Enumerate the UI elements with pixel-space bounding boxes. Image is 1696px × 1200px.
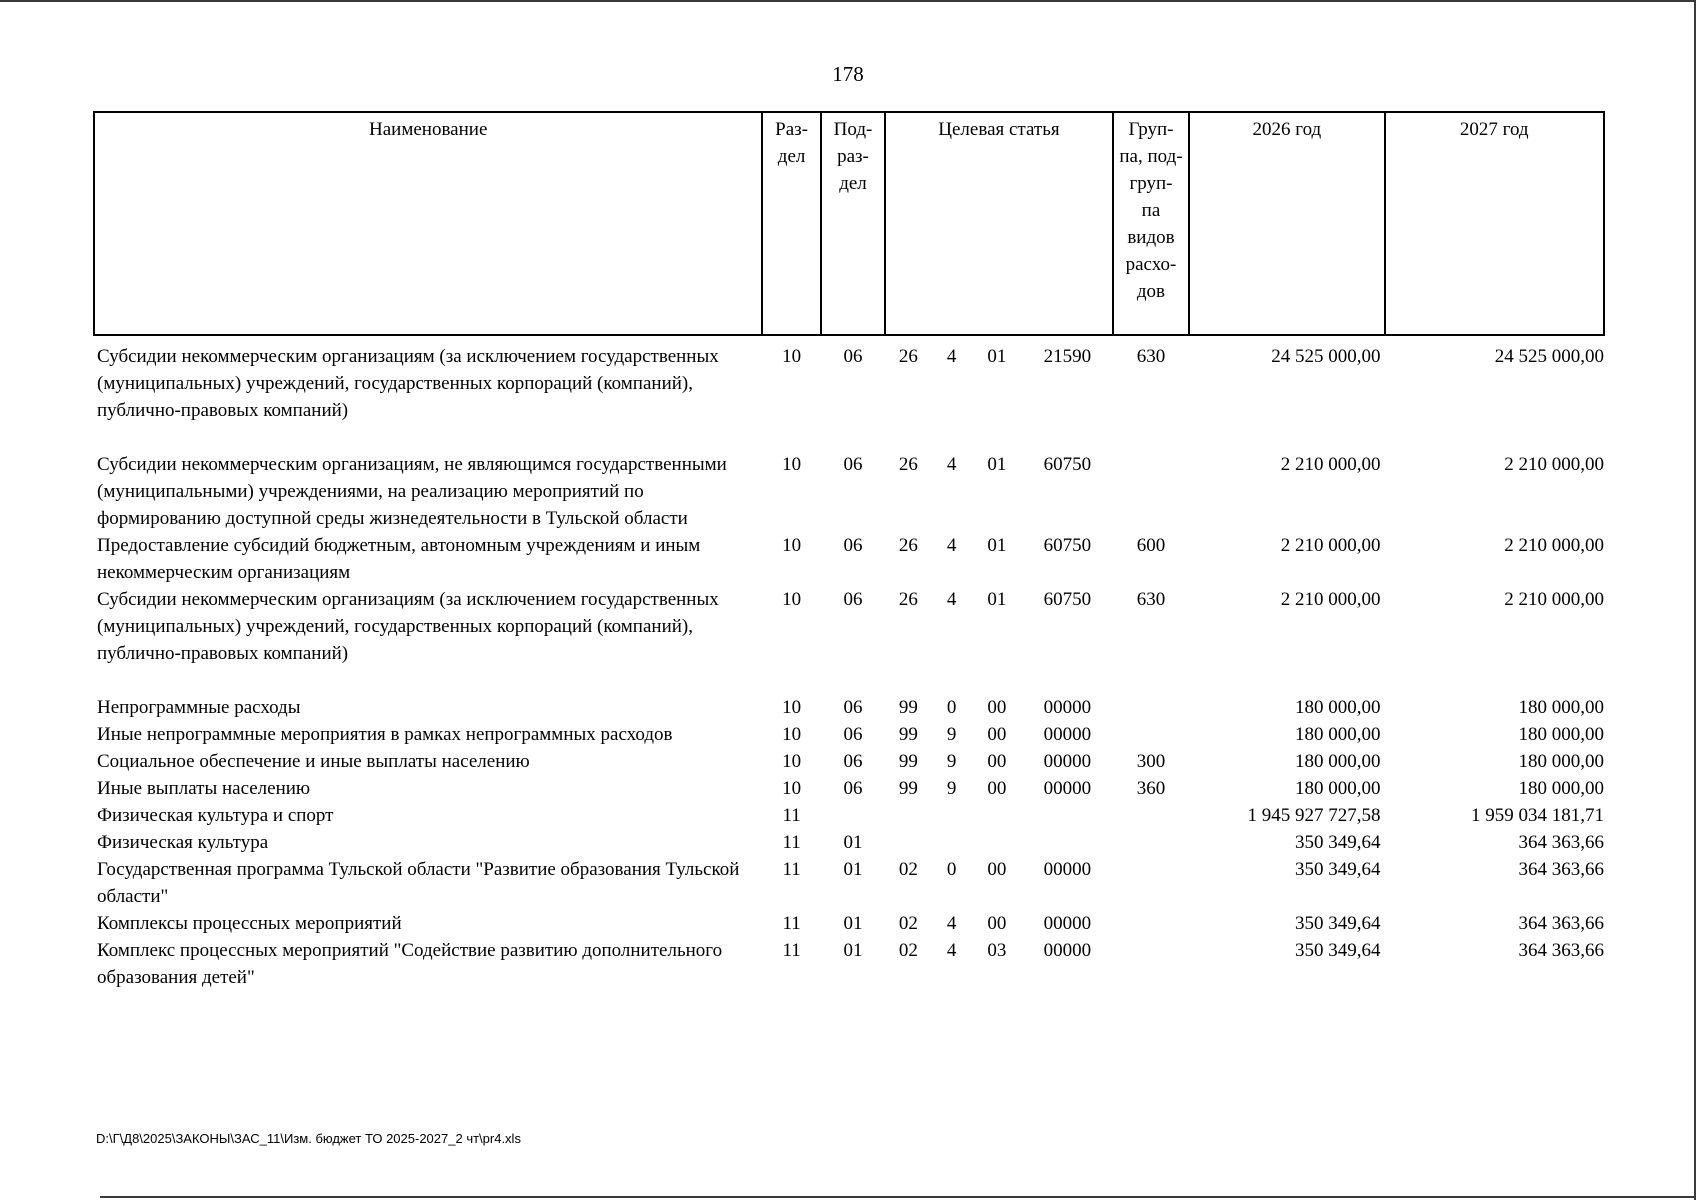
- cell-amount-2027: 180 000,00: [1518, 697, 1604, 718]
- cell-target-type: 9: [946, 724, 957, 745]
- row-spacer-cell: [94, 667, 1604, 694]
- cell-subsection: [821, 802, 885, 829]
- cell-amount-2027: 364 363,66: [1518, 913, 1604, 934]
- cell-target-program: 99: [898, 697, 918, 718]
- table-row: [94, 532, 1604, 586]
- cell-name: Предоставление субсидий бюджетным, автономным учреждениям и иным некоммерческим организациям: [97, 535, 701, 583]
- cell-amount-2027: 2 210 000,00: [1504, 535, 1604, 556]
- cell-name: Иные непрограммные мероприятия в рамках непрограммных расходов: [97, 724, 673, 745]
- header-year-2026: 2026 год: [1189, 112, 1384, 335]
- table-body: [94, 335, 1604, 991]
- header-target-article: Целевая статья: [885, 112, 1113, 335]
- cell-amount-2027: 364 363,66: [1518, 859, 1604, 880]
- cell-amount-2027: 364 363,66: [1518, 832, 1604, 853]
- cell-target-type: 9: [946, 751, 957, 772]
- cell-amount-2026: 180 000,00: [1295, 751, 1381, 772]
- cell-expense-group: [1113, 856, 1190, 910]
- cell-target-element: 01: [987, 346, 1007, 367]
- cell-amount-2027: 180 000,00: [1518, 778, 1604, 799]
- cell-target-type: 4: [946, 454, 957, 475]
- cell-target-type: 4: [946, 940, 957, 961]
- cell-target-direction: 00000: [1043, 751, 1092, 772]
- cell-section: 11: [782, 805, 801, 826]
- cell-subsection: 01: [843, 940, 863, 961]
- cell-expense-group: [1113, 910, 1190, 937]
- scan-edge-top: [0, 0, 1696, 2]
- cell-expense-group: 630: [1136, 589, 1166, 610]
- cell-subsection: 06: [843, 778, 863, 799]
- table-row: [94, 335, 1604, 424]
- cell-name: Комплекс процессных мероприятий "Содействие развитию дополнительного образования детей": [97, 940, 723, 988]
- cell-name: Комплексы процессных мероприятий: [97, 913, 402, 934]
- cell-target-direction: [1022, 829, 1113, 856]
- cell-target-type: 4: [946, 913, 957, 934]
- cell-subsection: 06: [843, 589, 863, 610]
- cell-name: Государственная программа Тульской области "Развитие образования Тульской области": [97, 859, 740, 907]
- header-expense-group: [1113, 112, 1190, 335]
- cell-target-direction: 60750: [1043, 535, 1092, 556]
- cell-target-direction: 00000: [1043, 913, 1092, 934]
- cell-section: 10: [782, 697, 802, 718]
- cell-expense-group: [1113, 937, 1190, 991]
- cell-expense-group: [1113, 721, 1190, 748]
- cell-subsection: 06: [843, 697, 863, 718]
- row-spacer-cell: [94, 424, 1604, 451]
- cell-expense-group: [1113, 802, 1190, 829]
- cell-target-type: [932, 802, 972, 829]
- table-row: [94, 721, 1604, 748]
- cell-section: 10: [782, 724, 802, 745]
- cell-name: Социальное обеспечение и иные выплаты населению: [97, 751, 530, 772]
- cell-expense-group: 600: [1136, 535, 1166, 556]
- cell-amount-2027: 180 000,00: [1518, 751, 1604, 772]
- row-spacer: [94, 667, 1604, 694]
- cell-target-program: 26: [898, 454, 918, 475]
- cell-expense-group: 360: [1136, 778, 1166, 799]
- cell-name: Субсидии некоммерческим организациям (за исключением государственных (муниципальных) учреждений, государственных корпораций (компаний), публично-правовых компаний): [97, 346, 719, 421]
- cell-target-direction: 00000: [1043, 724, 1092, 745]
- cell-target-program: 26: [898, 589, 918, 610]
- cell-amount-2027: 364 363,66: [1518, 940, 1604, 961]
- cell-subsection: 01: [843, 913, 863, 934]
- cell-amount-2026: 350 349,64: [1295, 913, 1381, 934]
- cell-target-type: 9: [946, 778, 957, 799]
- cell-name: Субсидии некоммерческим организациям, не являющимся государственными (муниципальными) учреждениями, на реализацию мероприятий по формированию доступной среды жизнедеятельности в Тульской области: [97, 454, 727, 529]
- cell-target-program: 02: [898, 859, 918, 880]
- cell-amount-2027: 2 210 000,00: [1504, 454, 1604, 475]
- cell-amount-2026: 180 000,00: [1295, 778, 1381, 799]
- cell-section: 11: [782, 913, 801, 934]
- cell-target-element: 01: [987, 535, 1007, 556]
- header-section: [762, 112, 820, 335]
- cell-target-direction: 60750: [1043, 589, 1092, 610]
- cell-amount-2026: 24 525 000,00: [1271, 346, 1381, 367]
- cell-target-element: 00: [987, 778, 1007, 799]
- cell-subsection: 06: [843, 454, 863, 475]
- table-row: [94, 748, 1604, 775]
- cell-target-element: 00: [987, 859, 1007, 880]
- table-header-row: [94, 112, 1604, 335]
- cell-name: Субсидии некоммерческим организациям (за исключением государственных (муниципальных) учреждений, государственных корпораций (компаний), публично-правовых компаний): [97, 589, 719, 664]
- table-row: [94, 829, 1604, 856]
- cell-target-direction: 00000: [1043, 778, 1092, 799]
- cell-target-program: 02: [898, 940, 918, 961]
- cell-amount-2027: 2 210 000,00: [1504, 589, 1604, 610]
- cell-section: 11: [782, 832, 801, 853]
- cell-target-program: [885, 829, 931, 856]
- cell-target-element: [972, 802, 1022, 829]
- cell-expense-group: [1113, 694, 1190, 721]
- cell-target-program: 26: [898, 535, 918, 556]
- cell-amount-2026: 350 349,64: [1295, 832, 1381, 853]
- header-section-label: Раз- дел: [775, 119, 809, 167]
- cell-section: 10: [782, 535, 802, 556]
- cell-expense-group: [1113, 451, 1190, 532]
- cell-target-program: 26: [898, 346, 918, 367]
- cell-amount-2027: 180 000,00: [1518, 724, 1604, 745]
- cell-amount-2026: 2 210 000,00: [1280, 535, 1381, 556]
- cell-target-direction: 00000: [1043, 940, 1092, 961]
- cell-target-direction: 60750: [1043, 454, 1092, 475]
- cell-subsection: 01: [843, 832, 863, 853]
- cell-target-type: 4: [946, 346, 957, 367]
- cell-section: 10: [782, 778, 802, 799]
- cell-target-element: 00: [987, 751, 1007, 772]
- cell-target-program: 99: [898, 724, 918, 745]
- cell-target-element: 00: [987, 913, 1007, 934]
- cell-subsection: 06: [843, 724, 863, 745]
- cell-name: Физическая культура: [97, 832, 269, 853]
- header-year-2027: 2027 год: [1385, 112, 1605, 335]
- file-path: D:\Г\Д8\2025\ЗАКОНЫ\ЗАС_11\Изм. бюджет ТО 2025-2027_2 чт\pr4.xls: [96, 1131, 521, 1146]
- row-spacer: [94, 424, 1604, 451]
- cell-target-element: [972, 829, 1022, 856]
- cell-name: Иные выплаты населению: [97, 778, 311, 799]
- cell-target-program: 99: [898, 751, 918, 772]
- table-row: [94, 586, 1604, 667]
- cell-expense-group: 630: [1136, 346, 1166, 367]
- table-row: [94, 856, 1604, 910]
- cell-section: 10: [782, 346, 802, 367]
- header-name: Наименование: [94, 112, 762, 335]
- cell-subsection: 01: [843, 859, 863, 880]
- table-row: [94, 694, 1604, 721]
- cell-section: 11: [782, 940, 801, 961]
- cell-target-program: 99: [898, 778, 918, 799]
- cell-target-element: 00: [987, 724, 1007, 745]
- page-number: 178: [832, 62, 864, 86]
- cell-amount-2026: 180 000,00: [1295, 697, 1381, 718]
- header-subsection-label: Под- раз- дел: [833, 119, 873, 194]
- cell-amount-2026: 350 349,64: [1295, 859, 1381, 880]
- cell-section: 11: [782, 859, 801, 880]
- cell-target-type: 0: [946, 859, 957, 880]
- cell-section: 10: [782, 454, 802, 475]
- cell-section: 10: [782, 589, 802, 610]
- cell-target-element: 00: [987, 697, 1007, 718]
- header-expense-group-label: Груп- па, под- груп- па видов расхо- дов: [1119, 119, 1183, 302]
- cell-section: 10: [782, 751, 802, 772]
- cell-target-program: 02: [898, 913, 918, 934]
- cell-target-type: 0: [946, 697, 957, 718]
- cell-target-direction: 21590: [1043, 346, 1092, 367]
- cell-target-program: [885, 802, 931, 829]
- cell-target-type: 4: [946, 535, 957, 556]
- cell-amount-2026: 180 000,00: [1295, 724, 1381, 745]
- table-row: [94, 937, 1604, 991]
- cell-target-element: 01: [987, 454, 1007, 475]
- cell-target-element: 03: [987, 940, 1007, 961]
- cell-expense-group: [1113, 829, 1190, 856]
- table-row: [94, 910, 1604, 937]
- cell-target-direction: [1022, 802, 1113, 829]
- cell-amount-2026: 2 210 000,00: [1280, 589, 1381, 610]
- budget-table: [93, 111, 1605, 991]
- cell-subsection: 06: [843, 751, 863, 772]
- cell-name: Физическая культура и спорт: [97, 805, 334, 826]
- cell-target-element: 01: [987, 589, 1007, 610]
- cell-expense-group: 300: [1136, 751, 1166, 772]
- cell-amount-2026: 1 945 927 727,58: [1247, 805, 1381, 826]
- cell-subsection: 06: [843, 535, 863, 556]
- cell-amount-2027: 24 525 000,00: [1494, 346, 1604, 367]
- cell-target-type: [932, 829, 972, 856]
- cell-amount-2026: 350 349,64: [1295, 940, 1381, 961]
- cell-amount-2027: 1 959 034 181,71: [1471, 805, 1604, 826]
- scan-edge-bottom: [100, 1196, 1696, 1198]
- cell-target-type: 4: [946, 589, 957, 610]
- table-row: [94, 451, 1604, 532]
- header-subsection: [821, 112, 885, 335]
- table-row: [94, 802, 1604, 829]
- cell-amount-2026: 2 210 000,00: [1280, 454, 1381, 475]
- cell-subsection: 06: [843, 346, 863, 367]
- cell-target-direction: 00000: [1043, 859, 1092, 880]
- cell-target-direction: 00000: [1043, 697, 1092, 718]
- table-row: [94, 775, 1604, 802]
- cell-name: Непрограммные расходы: [97, 697, 301, 718]
